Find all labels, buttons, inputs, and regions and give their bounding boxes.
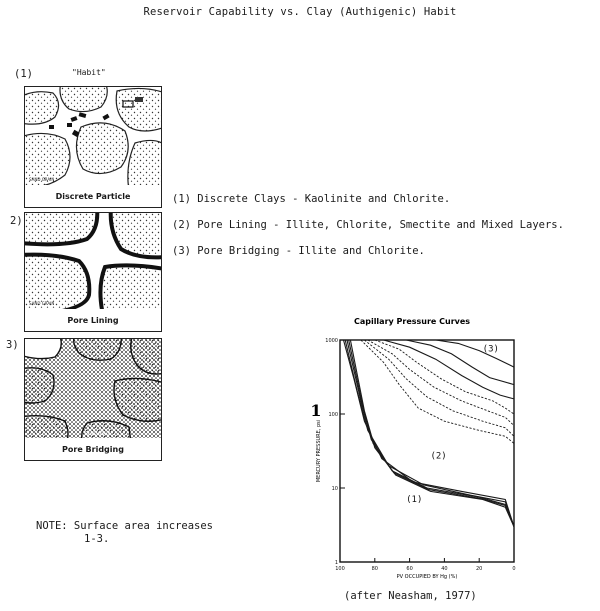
scale-label: SAND GRAIN (29, 301, 55, 306)
column-label-number: (1) (14, 68, 33, 80)
citation: (after Neasham, 1977) (344, 590, 477, 602)
habit-panel-pore-bridging (24, 338, 162, 440)
note-line-2: 1-3. (84, 533, 110, 545)
column-label: "Habit" (72, 68, 106, 77)
panel-number-3: 3) (6, 339, 19, 351)
chart-title: Capillary Pressure Curves (353, 317, 471, 326)
legend-item-1: (1) Discrete Clays - Kaolinite and Chlorite. (172, 193, 451, 205)
habit-panel-discrete (24, 86, 162, 187)
legend-item-2: (2) Pore Lining - Illite, Chlorite, Smectite and Mixed Layers. (172, 219, 564, 231)
habit-caption-pore-lining: Pore Lining (24, 309, 162, 332)
curve-group-3 (436, 340, 514, 367)
panel-number-2: 2) (10, 215, 23, 227)
x-tick-label: 80 (371, 566, 378, 572)
capillary-pressure-chart (300, 310, 536, 580)
scale-label: SAND GRAIN (29, 177, 55, 182)
x-tick-label: 60 (406, 566, 413, 572)
legend-item-3: (3) Pore Bridging - Illite and Chlorite. (172, 245, 425, 257)
x-tick-label: 0 (512, 566, 516, 572)
x-tick-label: 20 (476, 566, 483, 572)
habit-panel-pore-lining (24, 212, 162, 311)
y-tick-label: 1000 (325, 338, 338, 344)
curve-annotation: (3) (482, 344, 499, 355)
y-axis-big-label: 1 (310, 401, 322, 420)
y-tick-label: 10 (331, 486, 338, 492)
plot-frame (340, 340, 514, 562)
note-line-1: NOTE: Surface area increases (36, 520, 214, 532)
scale-label: SAND GRAIN (85, 431, 111, 436)
x-tick-label: 100 (335, 566, 345, 572)
y-tick-label: 1 (334, 560, 338, 566)
habit-caption-discrete: Discrete Particle (24, 185, 162, 208)
x-axis-label: PV OCCUPIED BY Hg (%) (396, 574, 458, 580)
y-tick-label: 100 (328, 412, 338, 418)
habit-caption-pore-bridging: Pore Bridging (24, 438, 162, 461)
curve-annotation: (2) (430, 451, 447, 462)
y-axis-label: MERCURY PRESSURE, psi (316, 419, 322, 483)
x-tick-label: 40 (441, 566, 448, 572)
page-title: Reservoir Capability vs. Clay (Authigenic) Habit (143, 6, 457, 18)
curve-annotation: (1) (406, 494, 423, 505)
